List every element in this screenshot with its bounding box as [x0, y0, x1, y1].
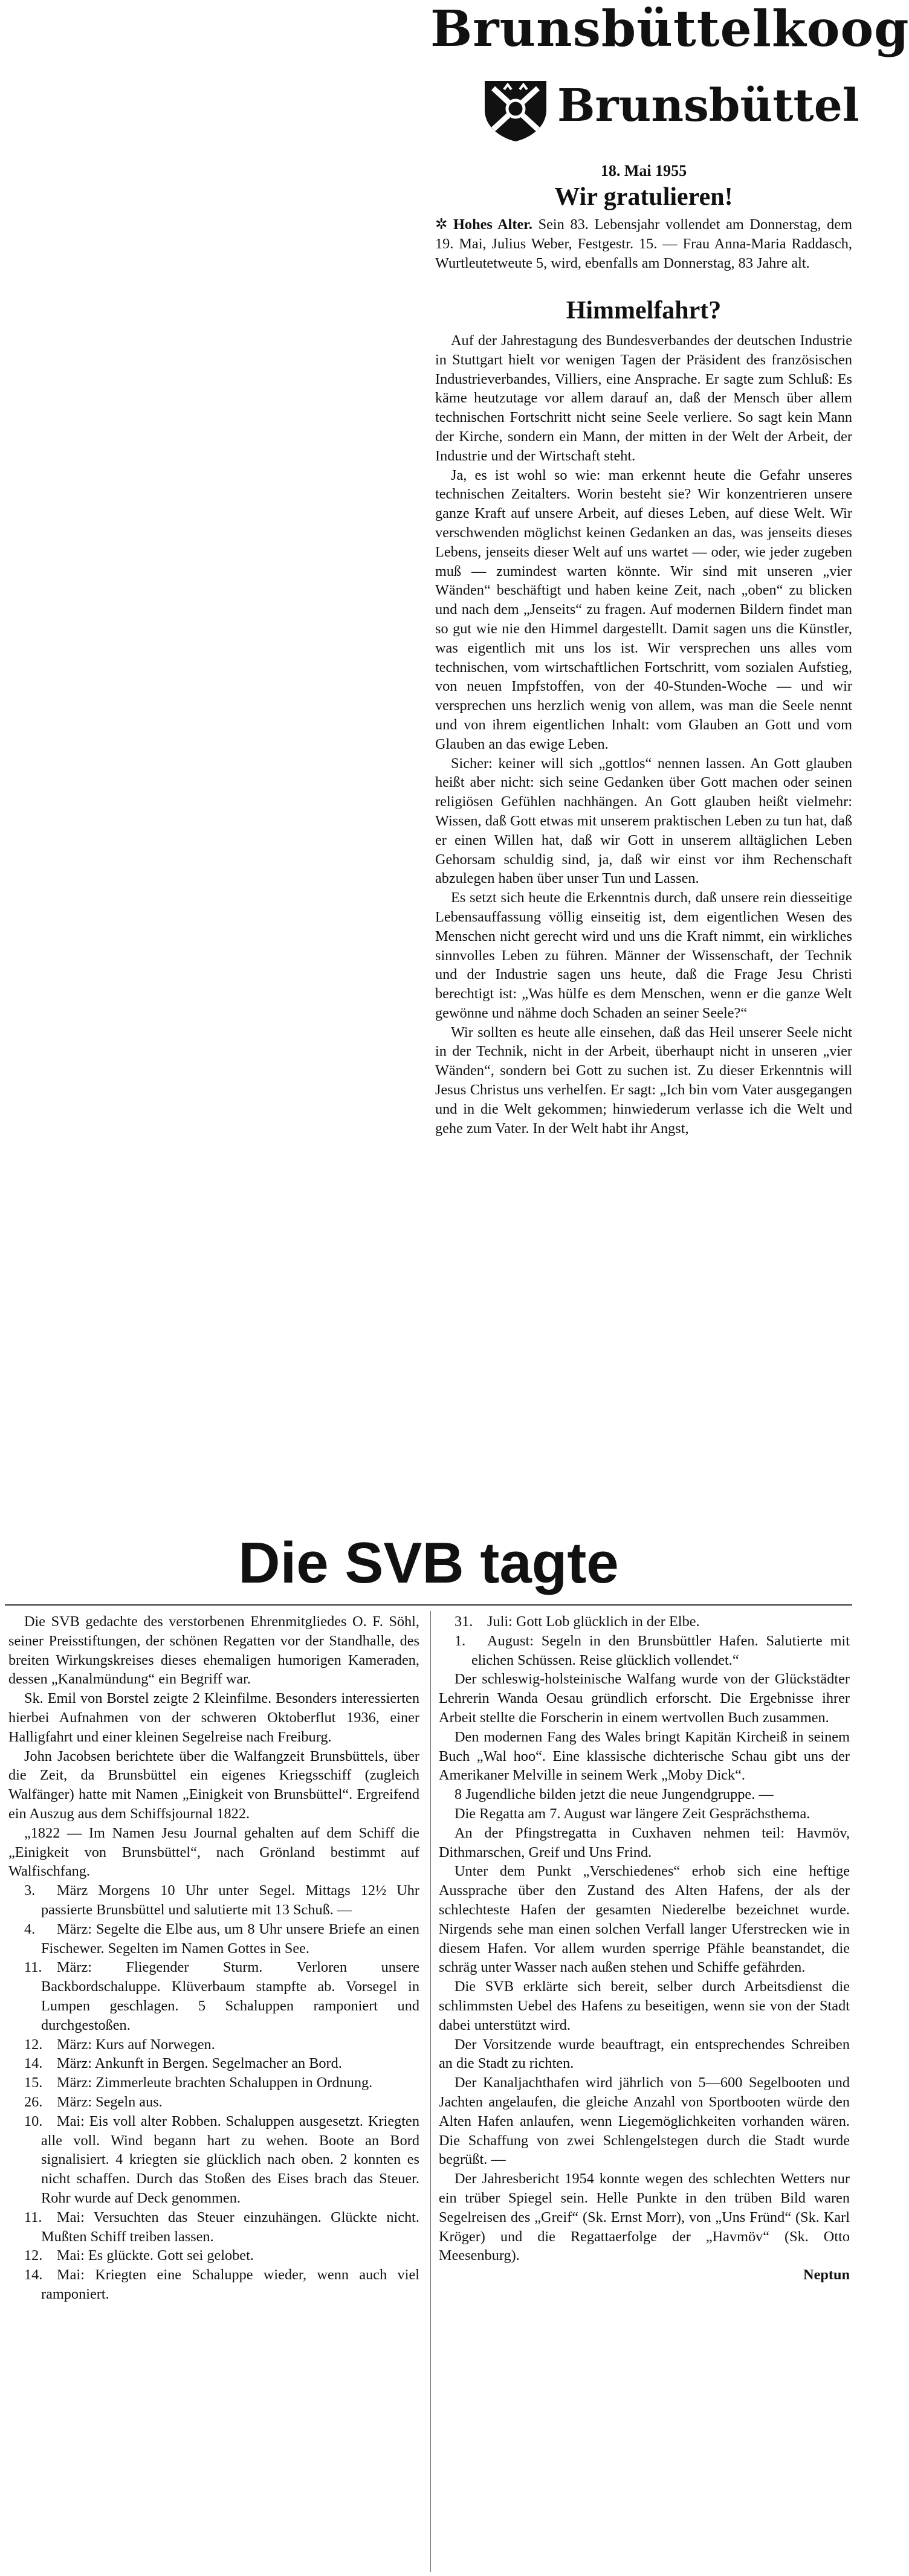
journal-entry: 12. März: Kurs auf Norwegen. — [24, 2036, 215, 2053]
svb-paragraph: Die Regatta am 7. August war längere Zeit Gesprächsthema. — [454, 1805, 810, 1822]
column-divider — [430, 1611, 431, 2572]
journal-entry: 31. Juli: Gott Lob glücklich in der Elbe. — [454, 1613, 700, 1630]
journal-entry: 26. März: Segeln aus. — [24, 2093, 163, 2110]
essay-body — [435, 331, 852, 1138]
svb-paragraph: Der schleswig-holsteinische Walfang wurde von der Glückstädter Lehrerin Wanda Oesau gründlich erforscht. Die Ergebnisse ihrer Arbeit stellte die Forscherin in einem wertvollen Buch zusammen. — [439, 1671, 850, 1726]
svb-paragraph: 8 Jugendliche bilden jetzt die neue Jungendgruppe. — — [454, 1786, 774, 1803]
svb-title: Die SVB tagte — [238, 1531, 619, 1595]
masthead-subtitle: Brunsbüttel — [557, 80, 859, 132]
essay-heading: Himmelfahrt? — [566, 297, 722, 324]
divider — [5, 1604, 852, 1606]
journal-entry: 12. Mai: Es glückte. Gott sei gelobet. — [24, 2247, 254, 2264]
masthead-title: Brunsbüttelkoog — [430, 0, 909, 58]
dateline: 18. Mai 1955 — [600, 162, 687, 179]
journal-entry: 3. März Morgens 10 Uhr unter Segel. Mittags 12½ Uhr passierte Brunsbüttel und salutierte mit 13 Schuß. — — [24, 1882, 419, 1918]
svb-left-column — [8, 1612, 419, 2304]
essay-paragraph: Sicher: keiner will sich „gottlos“ nennen lassen. An Gott glauben heißt aber nicht: sich seine Gedanken über Gott machen oder seinen religiösen Gefühlen nachhängen. An Gott glauben heißt vielmehr: Wissen, daß Gott etwas mit unserem praktischen Leben zu tun hat, daß er einen Willen hat, daß wir Gott in unserem alltäglichen Leben Gehorsam schuldig sind, ja, daß wir einst vor ihm Rechenschaft abzulegen haben über unser Tun und Lassen. — [435, 755, 852, 887]
svb-paragraph: „1822 — Im Namen Jesu Journal gehalten auf dem Schiff die „Einigkeit von Brunsbüttel“, nach Grönland bestimmt auf Walfischfang. — [8, 1824, 419, 1880]
signature: Neptun — [803, 2267, 850, 2284]
journal-entry: 14. Mai: Kriegten eine Schaluppe wieder, wenn auch viel ramponiert. — [24, 2267, 419, 2302]
journal-list — [8, 1881, 419, 2304]
masthead — [430, 0, 909, 144]
coat-of-arms-logo — [480, 77, 551, 143]
congrats-body: Sein 83. Lebensjahr vollendet am Donnerstag, dem 19. Mai, Julius Weber, Festgestr. 15. — Frau Anna-Maria Raddasch, Wurtleutetweute 5, wird, ebenfalls am Donnerstag, 83 Jahre alt. — [435, 216, 852, 271]
journal-entry: 14. März: Ankunft in Bergen. Segelmacher an Bord. — [24, 2055, 342, 2072]
svb-paragraph: Den modernen Fang des Wales bringt Kapitän Kircheiß in seinem Buch „Wal hoo“. Eine klassische dichterische Schau gibt uns der Amerikaner Melville in seinem Werk „Moby Dick“. — [439, 1728, 850, 1784]
journal-entry: 15. März: Zimmerleute brachten Schaluppen in Ordnung. — [24, 2074, 373, 2091]
svb-paragraph: John Jacobsen berichtete über die Walfangzeit Brunsbüttels, über die Zeit, da Brunsbüttel ein eigenes Kriegsschiff (zugleich Walfänger) hatte mit Namen „Einigkeit von Brunsbüttel“. Ergreifend ein Auszug aus dem Schiffsjournal 1822. — [8, 1748, 419, 1822]
svb-paragraph: An der Pfingstregatta in Cuxhaven nehmen teil: Havmöv, Dithmarschen, Greif und Uns Frind. — [439, 1824, 850, 1861]
journal-entry: 4. März: Segelte die Elbe aus, um 8 Uhr unsere Briefe an einen Fischewer. Segelten im Namen Gottes in See. — [24, 1920, 419, 1957]
congrats-heading: Wir gratulieren! — [554, 183, 733, 211]
svb-paragraph: Der Jahresbericht 1954 konnte wegen des schlechten Wetters nur ein trüber Spiegel sein. Helle Punkte in den trüben Bild waren Segelreisen des „Greif“ (Sk. Ernst Morr), von „Uns Fründ“ (Sk. Karl Kröger) und die Regattaerfolge der „Havmöv“ (Sk. Otto Meesenburg). — [439, 2171, 850, 2264]
svb-right-column — [439, 1612, 850, 2285]
svb-paragraph: Die SVB erklärte sich bereit, selber durch Arbeitsdienst die schlimmsten Uebel des Hafens zu beseitigen, wenn sie von der Stadt dabei unterstützt wird. — [439, 1978, 850, 2033]
svb-paragraph: Sk. Emil von Borstel zeigte 2 Kleinfilme. Besonders interessierten hierbei Aufnahmen von der schweren Oktoberflut 1936, einer Halligfahrt und einer kleinen Segelreise nach Freiburg. — [8, 1690, 419, 1745]
svb-paragraph: Unter dem Punkt „Verschiedenes“ erhob sich eine heftige Aussprache über den Zustand des Alten Hafens, der als der schlechteste Hafen der gesamten Niederelbe bezeichnet wurde. Nirgends sehe man einen solchen Verfall langer Uferstrecken wie in diesem Hafen. Vor allem wurden sperrige Pfähle beanstandet, die schräg unter Wasser nach außen stehen und Schiffe gefährden. — [439, 1863, 850, 1976]
essay-paragraph: Auf der Jahrestagung des Bundesverbandes der deutschen Industrie in Stuttgart hielt vor wenigen Tagen der Präsident des französischen Industrieverbandes, Villiers, eine Ansprache. Er sagte zum Schluß: Es käme heutzutage vor allem darauf an, daß der Mensch über allem technischen Fortschritt nicht seine Seele verliere. So sagt kein Mann der Kirche, sondern ein Mann, der mitten in der Welt der Arbeit, der Industrie und der Wirtschaft steht. — [435, 332, 852, 464]
journal-entry: 11. März: Fliegender Sturm. Verloren unsere Backbordschaluppe. Klüverbaum stampfte ab. Vorsegel in Lumpen geschlagen. 5 Schaluppen ramponiert und durchgestoßen. — [24, 1959, 419, 2033]
svb-paragraph: Der Kanaljachthafen wird jährlich von 5—600 Segelbooten und Jachten angelaufen, die gleiche Anzahl von Sportbooten würde den Alten Hafen anlaufen, wenn Liegemöglichkeiten vorhanden wären. Die Schaffung von zwei Schlengelstegen durch die Stadt wurde begrüßt. — — [439, 2074, 850, 2168]
journal-entry: 11. Mai: Versuchten das Steuer einzuhängen. Glückte nicht. Mußten Schiff treiben lassen. — [24, 2209, 419, 2245]
essay-paragraph: Es setzt sich heute die Erkenntnis durch, daß unsere rein diesseitige Lebensauffassung völlig einseitig ist, dem eigentlichen Wesen des Menschen nicht gerecht wird und uns die Kraft nimmt, ein wirkliches sinnvolles Leben zu führen. Männer der Wissenschaft, der Technik und der Industrie sagen uns heute, daß die Frage Jesu Christi berechtigt ist: „Was hülfe es dem Menschen, wenn er die ganze Welt gewönne und nähme doch Schaden an seiner Seele?“ — [435, 889, 852, 1021]
congrats-lead: Hohes Alter. — [453, 216, 532, 233]
essay-paragraph: Wir sollten es heute alle einsehen, daß das Heil unserer Seele nicht in der Technik, nicht in der Arbeit, überhaupt nicht in unseren „vier Wänden“, sondern bei Gott zu suchen ist. Zu dieser Erkenntnis will Jesus Christus uns verhelfen. Er sagt: „Ich bin vom Vater ausgegangen und in die Welt gekommen; hinwiederum verlasse ich die Welt und gehe zum Vater. In der Welt habt ihr Angst, — [435, 1024, 852, 1137]
star-icon: ✲ — [435, 216, 454, 233]
congrats-text — [435, 215, 852, 273]
journal-entry: 10. Mai: Eis voll alter Robben. Schaluppen ausgesetzt. Kriegten alle voll. Wind begann hart zu wehen. Boote an Bord signalisiert. 4 kriegten sie glücklich nach oben. 2 konnten es nicht schaffen. Durch das Stoßen des Eises brach das Steuer. Rohr wurde auf Deck genommen. — [24, 2113, 419, 2206]
svb-paragraph: Der Vorsitzende wurde beauftragt, ein entsprechendes Schreiben an die Stadt zu richten. — [439, 2036, 850, 2072]
journal-entry: 1. August: Segeln in den Brunsbüttler Hafen. Salutierte mit elichen Schüssen. Reise glücklich vollendet.“ — [454, 1632, 850, 1668]
svb-paragraph: Die SVB gedachte des verstorbenen Ehrenmitgliedes O. F. Söhl, seiner Preisstiftungen, der schönen Regatten vor der Standhalle, des breiten Wirkungskreises dieses ehemaligen humorigen Kameraden, dessen „Kanalmündung“ ein Begriff war. — [8, 1613, 419, 1688]
essay-paragraph: Ja, es ist wohl so wie: man erkennt heute die Gefahr unseres technischen Zeitalters. Worin besteht sie? Wir konzentrieren unsere ganze Kraft auf unsere Arbeit, auf dieses Leben, auf diese Welt. Wir verschwenden möglichst keinen Gedanken an das, was jenseits dieses Lebens, jenseits dieser Welt auf uns wartet — oder, wie jeder zugeben muß — zumindest warten könnte. Wir sind mit unseren „vier Wänden“ beschäftigt und haben keine Zeit, nach „oben“ zu blicken und nach dem „Jenseits“ zu fragen. Auf modernen Bildern findet man so gut wie nie den Himmel dargestellt. Damit sagen uns die Künstler, was eigentlich mit uns los ist. Wir versprechen uns alles vom technischen, vom wirtschaftlichen Fortschritt, vom sozialen Aufstieg, von neuen Impfstoffen, von der 40-Stunden-Woche — und wir versprechen uns herzlich wenig von allem, was man die Seele nennt und von ihrem eigentlichen Inhalt: vom Glauben an Gott und vom Glauben an das ewige Leben. — [435, 466, 852, 752]
